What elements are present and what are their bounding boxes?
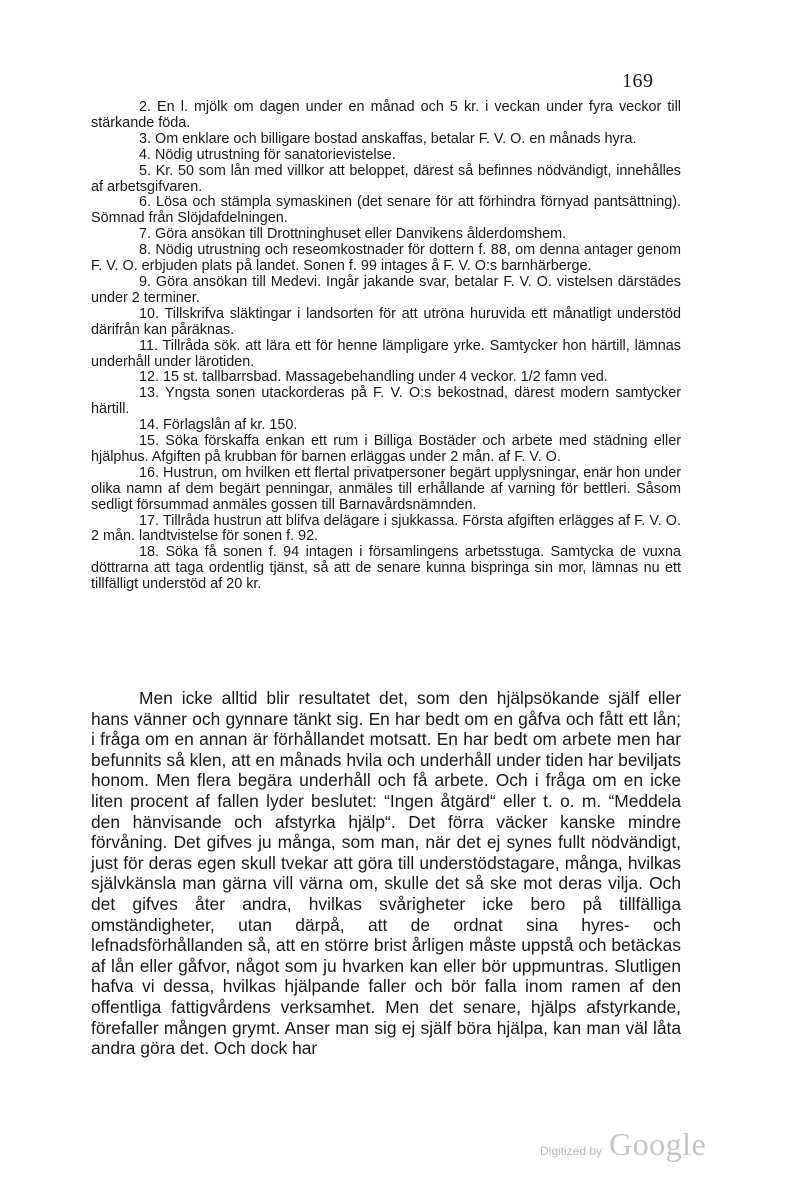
watermark-prefix: Digitized by xyxy=(540,1144,603,1158)
list-item: 18. Söka få sonen f. 94 intagen i församlingens arbetsstuga. Samtycka de vuxna döttrarna att taga ordentlig tjänst, så att de senare kunna bispringa sin mor, lämnas nu ett tillfälligt understöd af 20 kr. xyxy=(91,544,681,593)
list-item: 12. 15 st. tallbarrsbad. Massagebehandling under 4 veckor. 1/2 famn ved. xyxy=(139,369,608,386)
page-number: 169 xyxy=(622,70,654,92)
list-item: 6. Lösa och stämpla symaskinen (det senare för att förhindra förnyad pantsättning). Sömnad från Slöjdafdelningen. xyxy=(91,194,681,227)
list-item: 14. Förlagslån af kr. 150. xyxy=(139,417,298,434)
list-item: 5. Kr. 50 som lån med villkor att beloppet, därest så befinnes nödvändigt, innehålles af arbetsgifvaren. xyxy=(91,162,681,195)
list-item: 7. Göra ansökan till Drottninghuset eller Danvikens ålderdomshem. xyxy=(139,226,567,243)
list-item: 13. Yngsta sonen utackorderas på F. V. O:s bekostnad, därest modern samtycker härtill. xyxy=(91,385,681,418)
list-item: 4. Nödig utrustning för sanatorievistelse. xyxy=(139,146,396,163)
list-item: 17. Tillråda hustrun att blifva delägare i sjukkassa. Första afgiften erlägges af F. V. O. 2 mån. landtvistelse för sonen f. 92. xyxy=(91,512,681,545)
list-item: 9. Göra ansökan till Medevi. Ingår jakande svar, betalar F. V. O. vistelsen därstädes under 2 terminer. xyxy=(91,273,681,306)
google-digitized-watermark xyxy=(540,1126,710,1166)
list-item: 10. Tillskrifva släktingar i landsorten för att utröna huruvida ett månatligt understöd därifrån kan påräknas. xyxy=(91,305,681,338)
list-item: 3. Om enklare och billigare bostad anskaffas, betalar F. V. O. en månads hyra. xyxy=(139,130,637,147)
list-item: 15. Söka förskaffa enkan ett rum i Billiga Bostäder och arbete med städning eller hjälphus. Afgiften på krubban för barnen erläggas under 2 mån. af F. V. O. xyxy=(91,433,681,465)
list-item: 11. Tillråda sök. att lära ett för henne lämpligare yrke. Samtycker hon härtill, lämnas underhåll under lärotiden. xyxy=(91,337,681,370)
list-item: 8. Nödig utrustning och reseomkostnader för dottern f. 88, om denna antager genom F. V. O. erbjuden plats på landet. Sonen f. 99 intages å F. V. O:s barnhärberge. xyxy=(91,242,681,275)
google-logo: Google xyxy=(609,1126,707,1162)
body-paragraph: Men icke alltid blir resultatet det, som den hjälpsökande själf eller hans vänner och gynnare tänkt sig. En har bedt om en gåfva och fått ett lån; i fråga om en annan är förhållandet motsatt. En har bedt om arbete men har befunnits så klen, att en månads hvila och underhåll under tiden har beviljats honom. Men flera begära underhåll och få arbete. Och i fråga om en icke liten procent af fallen lyder beslutet: “Ingen åtgärd“ eller t. o. m. “Meddela den hänvisande och afstyrka hjälp“. Det förra väcker kanske mindre förvåning. Det gifves ju många, som man, när det ej synes fullt nödvändigt, just för deras egen skull tvekar att göra till understödstagare, många, hvilkas självkänsla man gärna vill värna om, skulle det så ske mot deras vilja. Och det gifves åter andra, hvilkas svårigheter icke bero på tillfälliga omständigheter, utan därpå, att de ordnat sina hyres- och lefnadsförhållanden så, att en större brist årligen måste uppstå och betäckas af lån eller gåfvor, något som ju hvarken kan eller bör uppmuntras. Slutligen hafva vi dessa, hvilkas hjälpande faller och bör falla inom ramen af den offentliga fattigvårdens verksamhet. Men det senare, hjälps afstyrkande, förefaller mången grymt. Anser man sig ej själf böra hjälpa, kan man väl låta andra göra det. Och dock har xyxy=(91,688,681,1059)
body-text xyxy=(91,688,681,1059)
list-item: 16. Hustrun, om hvilken ett flertal privatpersoner begärt upplysningar, enär hon under olika namn af dem begärt penningar, anmäles till erhållande af varning för bettleri. Såsom sedligt försummad anmäles gossen till Barnavårdsnämnden. xyxy=(91,464,681,513)
numbered-case-list xyxy=(91,100,681,593)
list-item: 2. En l. mjölk om dagen under en månad och 5 kr. i veckan under fyra veckor till stärkande föda. xyxy=(91,99,681,131)
